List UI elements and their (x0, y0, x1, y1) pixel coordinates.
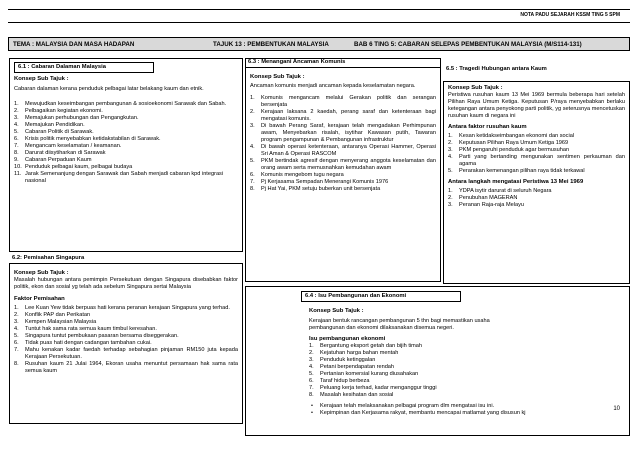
s61-konsep-label: Konsep Sub Tajuk : (14, 76, 69, 82)
section-6-2 (9, 254, 243, 424)
list-text: Mahu kenakan kadar faedah terhadap sebahagian pinjaman RM150 juta kepada Kerajaan Persekutuan. (25, 347, 238, 360)
s62-faktor-label: Faktor Pemisahan (14, 296, 65, 302)
s64-isu-label: Isu pembangunan ekonomi (309, 336, 386, 342)
list-number: 4. (14, 326, 19, 332)
list-item (14, 150, 238, 157)
header-top-rule (8, 9, 630, 10)
list-number: 5. (14, 333, 19, 339)
list-item (448, 202, 625, 209)
list-text: Masalah kesihatan dan sosial (320, 392, 394, 398)
list-number: 4. (448, 154, 453, 160)
list-item (250, 109, 436, 123)
s63-konsep-text: Ancaman komunis menjadi ancaman kepada keselamatan negara. (250, 83, 416, 89)
list-number: 5. (250, 158, 255, 164)
list-text: Cabaran Perpaduan Kaum (25, 157, 92, 163)
list-text: Lee Kuan Yew tidak berpuas hati kerana peranan kerajaan Singapura yang terhad. (25, 305, 230, 311)
list-text: Mengancam keselamatan / keamanan. (25, 143, 122, 149)
list-item (309, 378, 617, 385)
list-item (250, 123, 436, 144)
list-text: Pertanian komersial kurang diusahakan (320, 371, 419, 377)
list-number: 2. (250, 109, 255, 115)
s65-langkah-label: Antara langkah mengatasi Peristiwa 13 Mei 1969 (448, 179, 584, 185)
list-number: 3. (250, 123, 255, 129)
list-item (250, 179, 436, 186)
list-number: 1. (14, 101, 19, 107)
list-item (448, 133, 625, 140)
list-item (14, 319, 238, 326)
list-item (309, 357, 617, 364)
section-6-5-title: 6.5 : Tragedi Hubungan antara Kaum (443, 58, 630, 82)
s61-list (14, 101, 238, 185)
list-number: 4. (309, 364, 314, 370)
section-6-4 (245, 286, 630, 436)
list-item (448, 154, 625, 168)
list-item (448, 168, 625, 175)
list-number: 1. (250, 95, 255, 101)
list-text: Kerajaan laksana 2 kaedah, perang saraf dan ketenteraan bagi mengatasi komunis. (261, 109, 436, 122)
list-item (14, 312, 238, 319)
list-number: 2. (448, 140, 453, 146)
banner-bab: BAB 6 TING 5: CABARAN SELEPAS PEMBENTUKAN MALAYSIA (M/S114-131) (354, 41, 582, 48)
list-number: 7. (14, 143, 19, 149)
s65-faktor-label: Antara faktor rusuhan kaum (448, 124, 527, 130)
list-text: Perarakan kemenangan pilihan raya tidak terkawal (459, 168, 585, 174)
list-text: Penduduk pelbagai kaum, pelbagai budaya (25, 164, 133, 170)
list-item (14, 347, 238, 361)
list-number: 6. (14, 340, 19, 346)
list-item (14, 164, 238, 171)
list-text: Petani berpendapatan rendah (320, 364, 395, 370)
list-item (250, 144, 436, 158)
list-number: 9. (14, 157, 19, 163)
list-text: Taraf hidup berbeza (320, 378, 370, 384)
list-number: 6. (14, 136, 19, 142)
list-number: 3. (14, 115, 19, 121)
list-text: Komunis mengancam melalui Gerakan politik dan serangan bersenjata (261, 95, 436, 108)
list-text: Di bawah Perang Saraf, kerajaan telah mengadakan Perhimpunan awam, Menyebarkan risalah, isytihar Kawasan putih, Tawaran program pengampunan & Pembangunan infrastruktur (261, 123, 436, 143)
list-number: 3. (448, 202, 453, 208)
list-number: 10. (14, 164, 22, 170)
banner-tema: TEMA : MALAYSIA DAN MASA HADAPAN (13, 41, 135, 48)
s61-konsep-text: Cabaran dalaman kerana penduduk pelbagai latar belakang kaum dan etnik. (14, 86, 204, 92)
list-text: Rusuhan kaum 21 Julai 1964, Ekoran usaha menuntut persamaan hak sama rata semua kaum (25, 361, 238, 374)
list-number: 1. (14, 305, 19, 311)
list-item (14, 305, 238, 312)
s62-konsep-label: Konsep Sub Tajuk : (14, 270, 69, 276)
list-item (309, 350, 617, 357)
list-text: Kempen Malaysian Malaysia (25, 319, 97, 325)
section-6-3 (245, 58, 441, 282)
list-text: Di bawah operasi ketenteraan, antaranya Operasi Hammer, Operasi Sri Aman & Operasi RASCOM (261, 144, 436, 157)
list-text: YDPA isytir darurat di seluruh Negara (459, 188, 552, 194)
list-item (14, 136, 238, 143)
list-text: Pj Kerjasama Sempadan Menerangi Komunis 1976 (261, 179, 389, 185)
list-number: 4. (14, 122, 19, 128)
list-text: Cabaran Politik di Sarawak. (25, 129, 94, 135)
list-item (14, 157, 238, 164)
list-item (448, 140, 625, 147)
list-item (14, 129, 238, 136)
section-6-2-title: 6.2: Pemisahan Singapura (9, 254, 243, 264)
bullet-item: • Kepimpinan dan Kerjasama rakyat, membantu mencapai matlamat yang disusun kj (309, 410, 617, 417)
list-text: Komunis mengebom tugu negara (261, 172, 344, 178)
list-text: Tuntut hak sama rata semua kaum timbul keresahan. (25, 326, 157, 332)
list-number: 1. (309, 343, 314, 349)
list-item (448, 195, 625, 202)
list-item (14, 171, 238, 185)
section-6-1-title: 6.1 : Cabaran Dalaman Malaysia (14, 62, 154, 73)
list-text: Parti yang bertanding mengunakan sentimen perkauman dan agama (459, 154, 625, 167)
list-item (250, 95, 436, 109)
list-number: 3. (309, 357, 314, 363)
list-text: Kejatuhan harga bahan mentah (320, 350, 399, 356)
list-text: Bergantung eksport getah dan bijih timah (320, 343, 422, 349)
list-item (14, 143, 238, 150)
list-text: Tidak puas hati dengan cadangan tambahan cukai. (25, 340, 152, 346)
list-item (14, 333, 238, 340)
list-text: PKM bertindak agresif dengan menyerang anggota keselamatan dan orang awam serta memusnahkan kemudahan awam (261, 158, 436, 171)
list-number: 1. (448, 133, 453, 139)
list-number: 8. (14, 150, 19, 156)
list-number: 2. (14, 108, 19, 114)
list-item (14, 101, 238, 108)
list-item (448, 188, 625, 195)
list-item (14, 108, 238, 115)
list-item (250, 158, 436, 172)
list-text: Keputusan Pilihan Raya Umum Ketiga 1969 (459, 140, 569, 146)
list-text: Peranan Raja-raja Melayu (459, 202, 524, 208)
list-number: 5. (309, 371, 314, 377)
list-text: Krisis politik menyebabkan ketidakstabilan di Sarawak. (25, 136, 161, 142)
list-item (309, 364, 617, 371)
list-number: 3. (14, 319, 19, 325)
list-number: 2. (309, 350, 314, 356)
list-text: Memajukan Pendidikan. (25, 122, 85, 128)
s64-list (309, 343, 617, 399)
list-item (448, 147, 625, 154)
list-number: 2. (448, 195, 453, 201)
list-text: Kesan ketidakseimbangan ekonomi dan social (459, 133, 575, 139)
list-text: Peluang kerja terhad, kadar menganggur tinggi (320, 385, 437, 391)
list-item (14, 361, 238, 375)
section-6-3-title: 6.3 : Menangani Ancaman Komunis (245, 58, 441, 68)
s65-faktor-list (448, 133, 625, 175)
list-item (309, 343, 617, 350)
list-number: 2. (14, 312, 19, 318)
s63-konsep-label: Konsep Sub Tajuk : (250, 74, 305, 80)
list-text: Memajukan perhubungan dan Pengangkutan. (25, 115, 139, 121)
list-item (250, 186, 436, 193)
list-number: 8. (250, 186, 255, 192)
list-text: Penduduk ketinggalan (320, 357, 376, 363)
list-item (14, 326, 238, 333)
bullet-item: • Kerajaan telah melaksanakan pelbagai program dlm mengatasi isu ini. (309, 403, 617, 410)
list-number: 5. (448, 168, 453, 174)
list-text: Konflik PAP dan Perikatan (25, 312, 91, 318)
list-number: 6. (309, 378, 314, 384)
list-number: 8. (309, 392, 314, 398)
list-number: 6. (250, 172, 255, 178)
banner-tajuk: TAJUK 13 : PEMBENTUKAN MALAYSIA (213, 41, 329, 48)
s63-list (250, 95, 436, 193)
list-item (309, 385, 617, 392)
list-text: Pj Hat Yai, PKM setuju buberkan unit bersenjata (261, 186, 381, 192)
page-number: 10 (613, 406, 620, 412)
section-6-1 (9, 58, 243, 252)
list-number: 7. (14, 347, 19, 353)
list-number: 7. (309, 385, 314, 391)
section-6-5 (443, 58, 630, 284)
list-text: Jarak Semenanjung dengan Sarawak dan Sabah menjadi cabaran kpd integrasi nasional (25, 171, 224, 184)
s62-list (14, 305, 238, 375)
list-number: 8. (14, 361, 19, 367)
list-number: 7. (250, 179, 255, 185)
list-item (309, 371, 617, 378)
list-number: 1. (448, 188, 453, 194)
s62-konsep-text: Masalah hubungan antara pemimpin Persekutuan dengan Singapura disebabkan faktor politik, ekon dan sosial yg telah ada sebelum Singapura sertai Malaysia (14, 277, 238, 290)
s64-konsep-text: Kerajaan bentuk rancangan pembangunan 5 thn bagi memastikan usaha pembangunan dan ekonomi dilaksanakan disemua negeri. (309, 318, 490, 331)
s64-bullets (309, 403, 617, 417)
s65-konsep-label: Konsep Sub Tajuk : (448, 85, 503, 91)
list-number: 4. (250, 144, 255, 150)
list-number: 5. (14, 129, 19, 135)
list-text: Mewujudkan keseimbangan pembangunan & sosioekonomi Sarawak dan Sabah. (25, 101, 227, 107)
s64-konsep-label: Konsep Sub Tajuk : (309, 308, 364, 314)
list-number: 11. (14, 171, 22, 177)
section-6-4-title: 6.4 : Isu Pembangunan dan Ekonomi (301, 291, 461, 302)
list-text: Darurat diisytiharkan di Sarawak (25, 150, 106, 156)
list-text: PKM pengaruhi penduduk agar bermusuhan (459, 147, 570, 153)
list-item (309, 392, 617, 399)
list-item (250, 172, 436, 179)
list-item (14, 115, 238, 122)
s65-langkah-list (448, 188, 625, 209)
s65-konsep-text: Peristiwa rusuhan kaum 13 Mei 1969 bermula beberapa hari setelah Pilihan Raya Umum Ketiga. Keputusan P/raya menyebabkan berlaku ketegangan antara penyokong parti politik, yg seterusnya mencetuskan rusuhan kaum di negara ini (448, 92, 625, 119)
list-text: Pelbagaikan kegiatan ekonomi. (25, 108, 103, 114)
list-text: Penubuhan MAGERAN (459, 195, 518, 201)
header-bottom-rule (8, 22, 630, 23)
topic-banner (8, 37, 630, 51)
list-item (14, 340, 238, 347)
header-note: NOTA PADU SEJARAH KSSM TING 5 SPM (520, 12, 620, 18)
list-item (14, 122, 238, 129)
list-text: Singapura tuntut pembukaan pasaran bersama diseggerakan. (25, 333, 179, 339)
list-number: 3. (448, 147, 453, 153)
